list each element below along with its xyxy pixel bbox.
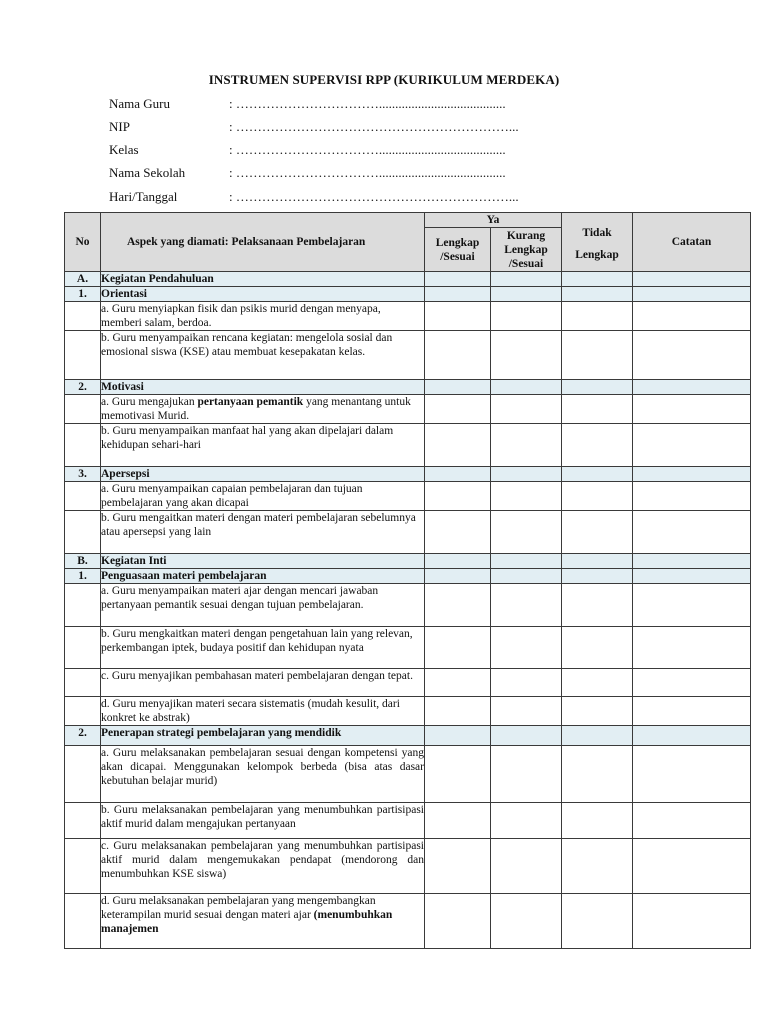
description-text	[101, 395, 424, 423]
description-text	[101, 380, 424, 394]
header-tidak-lengkap	[562, 213, 633, 272]
description-text-part: Penguasaan materi pembelajaran	[101, 570, 267, 582]
lengkap-sesuai-cell	[425, 554, 491, 569]
description-text	[101, 554, 424, 568]
row-number	[65, 302, 101, 331]
aspect-description	[101, 511, 425, 554]
description-text-part: a. Guru mengajukan	[101, 396, 195, 408]
description-text-part: Kegiatan Inti	[101, 555, 167, 567]
section-row	[65, 287, 751, 302]
item-row	[65, 482, 751, 511]
description-text-part: b. Guru mengaitkan materi dengan materi pembelajaran sebelumnya atau apersepsi yang lain	[101, 512, 416, 538]
aspect-description	[101, 697, 425, 726]
catatan-cell[interactable]	[633, 302, 751, 331]
row-number	[65, 331, 101, 380]
aspect-description	[101, 302, 425, 331]
lengkap-sesuai-cell[interactable]	[425, 627, 491, 669]
catatan-cell[interactable]	[633, 424, 751, 467]
field-label-hari-tanggal: Hari/Tanggal	[109, 189, 178, 204]
lengkap-sesuai-cell	[425, 569, 491, 584]
kurang-lengkap-cell[interactable]	[491, 482, 562, 511]
description-text	[101, 467, 424, 481]
catatan-cell[interactable]	[633, 627, 751, 669]
section-title	[101, 569, 425, 584]
kurang-lengkap-cell[interactable]	[491, 331, 562, 380]
kurang-lengkap-cell	[491, 287, 562, 302]
aspect-description	[101, 424, 425, 467]
description-text	[101, 272, 424, 286]
row-number: 1.	[65, 287, 101, 302]
row-number	[65, 482, 101, 511]
catatan-cell[interactable]	[633, 746, 751, 803]
description-text	[101, 697, 424, 725]
catatan-cell[interactable]	[633, 669, 751, 697]
section-row	[65, 272, 751, 287]
lengkap-sesuai-cell[interactable]	[425, 302, 491, 331]
description-text	[101, 839, 424, 881]
description-text	[101, 894, 424, 936]
tidak-lengkap-cell[interactable]	[562, 669, 633, 697]
tidak-lengkap-cell[interactable]	[562, 627, 633, 669]
description-text-part: a. Guru menyampaikan materi ajar dengan mencari jawaban pertanyaan pemantik sesuai dengan tujuan pembelajaran.	[101, 585, 379, 611]
row-number: 2.	[65, 726, 101, 746]
row-number	[65, 697, 101, 726]
catatan-cell[interactable]	[633, 331, 751, 380]
header-lengkap-sesuai: Lengkap /Sesuai	[425, 228, 491, 272]
row-number	[65, 894, 101, 949]
description-text-part: c. Guru menyajikan pembahasan materi pembelajaran dengan tepat.	[101, 670, 413, 682]
description-text	[101, 569, 424, 583]
catatan-cell[interactable]	[633, 482, 751, 511]
field-label-nama-sekolah: Nama Sekolah	[109, 165, 186, 180]
description-text-part: b. Guru menyampaikan rencana kegiatan: mengelola sosial dan emosional siswa (KSE) atau membuat kesepakatan kelas.	[101, 332, 393, 358]
tidak-lengkap-cell[interactable]	[562, 302, 633, 331]
tidak-lengkap-cell[interactable]	[562, 424, 633, 467]
lengkap-sesuai-cell[interactable]	[425, 511, 491, 554]
lengkap-sesuai-cell[interactable]	[425, 803, 491, 839]
description-text-part: Kegiatan Pendahuluan	[101, 273, 214, 285]
row-number	[65, 669, 101, 697]
tidak-lengkap-cell[interactable]	[562, 697, 633, 726]
kurang-lengkap-cell[interactable]	[491, 803, 562, 839]
description-text	[101, 511, 424, 539]
section-title	[101, 554, 425, 569]
item-row	[65, 669, 751, 697]
catatan-cell	[633, 380, 751, 395]
header-ya: Ya	[425, 213, 562, 228]
aspect-description	[101, 584, 425, 627]
kurang-lengkap-cell[interactable]	[491, 697, 562, 726]
header-tidak-line1: Tidak	[582, 227, 612, 239]
description-text-part: a. Guru melaksanakan pembelajaran sesuai dengan kompetensi yang akan dicapai. Menggunakan kelompok berbeda (bisa atas dasar kebutuhan belajar murid)	[101, 747, 424, 787]
tidak-lengkap-cell[interactable]	[562, 395, 633, 424]
item-row	[65, 697, 751, 726]
kurang-lengkap-cell[interactable]	[491, 839, 562, 894]
description-bold-part: pertanyaan pemantik	[197, 396, 304, 408]
description-text	[101, 746, 424, 788]
lengkap-sesuai-cell	[425, 380, 491, 395]
lengkap-sesuai-cell[interactable]	[425, 482, 491, 511]
item-row	[65, 584, 751, 627]
item-row	[65, 331, 751, 380]
tidak-lengkap-cell	[562, 272, 633, 287]
lengkap-sesuai-cell[interactable]	[425, 331, 491, 380]
catatan-cell	[633, 726, 751, 746]
kurang-lengkap-cell[interactable]	[491, 395, 562, 424]
description-text	[101, 726, 424, 740]
tidak-lengkap-cell	[562, 467, 633, 482]
tidak-lengkap-cell	[562, 554, 633, 569]
supervision-table	[64, 212, 751, 949]
tidak-lengkap-cell[interactable]	[562, 839, 633, 894]
description-text-part: Penerapan strategi pembelajaran yang mendidik	[101, 727, 342, 739]
description-text-part: Orientasi	[101, 288, 147, 300]
catatan-cell[interactable]	[633, 697, 751, 726]
lengkap-sesuai-cell	[425, 287, 491, 302]
row-number: 1.	[65, 569, 101, 584]
kurang-lengkap-cell[interactable]	[491, 746, 562, 803]
item-row	[65, 302, 751, 331]
row-number	[65, 627, 101, 669]
catatan-cell[interactable]	[633, 395, 751, 424]
header-kurang-lengkap-sesuai: Kurang Lengkap /Sesuai	[491, 228, 562, 272]
tidak-lengkap-cell[interactable]	[562, 584, 633, 627]
row-number	[65, 511, 101, 554]
tidak-lengkap-cell[interactable]	[562, 511, 633, 554]
tidak-lengkap-cell[interactable]	[562, 746, 633, 803]
section-row	[65, 726, 751, 746]
catatan-cell	[633, 467, 751, 482]
row-number	[65, 839, 101, 894]
description-text-part: a. Guru menyiapkan fisik dan psikis murid dengan menyapa, memberi salam, berdoa.	[101, 303, 381, 329]
catatan-cell[interactable]	[633, 894, 751, 949]
section-title	[101, 467, 425, 482]
kurang-lengkap-cell	[491, 569, 562, 584]
tidak-lengkap-cell[interactable]	[562, 482, 633, 511]
description-text	[101, 669, 424, 683]
item-row	[65, 395, 751, 424]
field-label-nama-guru: Nama Guru	[109, 96, 171, 111]
catatan-cell	[633, 272, 751, 287]
catatan-cell	[633, 287, 751, 302]
kurang-lengkap-cell[interactable]	[491, 302, 562, 331]
kurang-lengkap-cell[interactable]	[491, 511, 562, 554]
aspect-description	[101, 627, 425, 669]
description-text-part: c. Guru melaksanakan pembelajaran yang menumbuhkan partisipasi aktif murid dalam mengemukakan pendapat (mendorong dan menumbuhkan KSE siswa)	[101, 840, 424, 880]
field-value-kelas[interactable]: : …………………………….......................................	[229, 142, 506, 157]
lengkap-sesuai-cell[interactable]	[425, 669, 491, 697]
aspect-description	[101, 746, 425, 803]
description-text	[101, 584, 424, 612]
tidak-lengkap-cell	[562, 380, 633, 395]
section-title	[101, 726, 425, 746]
kurang-lengkap-cell	[491, 554, 562, 569]
section-title	[101, 380, 425, 395]
catatan-cell[interactable]	[633, 839, 751, 894]
section-row	[65, 380, 751, 395]
aspect-description	[101, 669, 425, 697]
document-title: INSTRUMEN SUPERVISI RPP (KURIKULUM MERDEKA)	[208, 72, 560, 87]
lengkap-sesuai-cell[interactable]	[425, 584, 491, 627]
kurang-lengkap-cell[interactable]	[491, 584, 562, 627]
description-text-part: yang menantang untuk memotivasi Murid.	[101, 396, 411, 422]
catatan-cell[interactable]	[633, 511, 751, 554]
description-text-part: d. Guru melaksanakan pembelajaran yang mengembangkan keterampilan murid sesuai dengan materi ajar	[101, 895, 376, 921]
tidak-lengkap-cell[interactable]	[562, 803, 633, 839]
item-row	[65, 839, 751, 894]
aspect-description	[101, 331, 425, 380]
item-row	[65, 511, 751, 554]
tidak-lengkap-cell[interactable]	[562, 894, 633, 949]
description-text-part: d. Guru menyajikan materi secara sistematis (mudah kesulit, dari konkret ke abstrak)	[101, 698, 400, 724]
section-title	[101, 272, 425, 287]
aspect-description	[101, 803, 425, 839]
tidak-lengkap-cell[interactable]	[562, 331, 633, 380]
description-text	[101, 424, 424, 452]
catatan-cell[interactable]	[633, 803, 751, 839]
item-row	[65, 803, 751, 839]
item-row	[65, 746, 751, 803]
tidak-lengkap-cell	[562, 569, 633, 584]
lengkap-sesuai-cell[interactable]	[425, 746, 491, 803]
lengkap-sesuai-cell[interactable]	[425, 395, 491, 424]
kurang-lengkap-cell	[491, 380, 562, 395]
tidak-lengkap-cell	[562, 287, 633, 302]
field-value-nama-guru[interactable]: : …………………………….......................................	[229, 96, 506, 111]
aspect-description	[101, 894, 425, 949]
catatan-cell[interactable]	[633, 584, 751, 627]
kurang-lengkap-cell[interactable]	[491, 669, 562, 697]
header-aspect: Aspek yang diamati: Pelaksanaan Pembelajaran	[101, 213, 425, 272]
item-row	[65, 627, 751, 669]
row-number: 3.	[65, 467, 101, 482]
tidak-lengkap-cell	[562, 726, 633, 746]
item-row	[65, 894, 751, 949]
lengkap-sesuai-cell[interactable]	[425, 839, 491, 894]
row-number: B.	[65, 554, 101, 569]
header-tidak-line2: Lengkap	[575, 249, 619, 261]
description-text-part: a. Guru menyampaikan capaian pembelajaran dan tujuan pembelajaran yang akan dicapai	[101, 483, 363, 509]
lengkap-sesuai-cell	[425, 726, 491, 746]
field-label-nip: NIP	[109, 119, 130, 134]
description-text-part: Motivasi	[101, 381, 144, 393]
header-catatan: Catatan	[633, 213, 751, 272]
aspect-description	[101, 839, 425, 894]
table-body	[65, 272, 751, 949]
row-number	[65, 746, 101, 803]
catatan-cell	[633, 569, 751, 584]
row-number: A.	[65, 272, 101, 287]
description-text-part: b. Guru melaksanakan pembelajaran yang menumbuhkan partisipasi aktif murid dalam mengajukan pertanyaan	[101, 804, 424, 830]
section-row	[65, 467, 751, 482]
lengkap-sesuai-cell[interactable]	[425, 894, 491, 949]
section-row	[65, 569, 751, 584]
kurang-lengkap-cell[interactable]	[491, 894, 562, 949]
description-text	[101, 803, 424, 831]
kurang-lengkap-cell[interactable]	[491, 424, 562, 467]
description-text-part: b. Guru menyampaikan manfaat hal yang akan dipelajari dalam kehidupan sehari-hari	[101, 425, 394, 451]
description-text	[101, 627, 424, 655]
section-row	[65, 554, 751, 569]
row-number	[65, 803, 101, 839]
lengkap-sesuai-cell	[425, 467, 491, 482]
section-title	[101, 287, 425, 302]
description-text	[101, 331, 424, 359]
field-value-nip[interactable]: : ………………………………………………………...	[229, 119, 519, 134]
aspect-description	[101, 482, 425, 511]
lengkap-sesuai-cell[interactable]	[425, 424, 491, 467]
header-no: No	[65, 213, 101, 272]
field-value-nama-sekolah[interactable]: : …………………………….......................................	[229, 165, 506, 180]
kurang-lengkap-cell	[491, 726, 562, 746]
lengkap-sesuai-cell	[425, 272, 491, 287]
row-number	[65, 424, 101, 467]
catatan-cell	[633, 554, 751, 569]
description-text	[101, 302, 424, 330]
lengkap-sesuai-cell[interactable]	[425, 697, 491, 726]
kurang-lengkap-cell	[491, 467, 562, 482]
kurang-lengkap-cell[interactable]	[491, 627, 562, 669]
description-bold-part: (menumbuhkan manajemen	[101, 909, 393, 935]
description-text	[101, 482, 424, 510]
item-row	[65, 424, 751, 467]
field-label-kelas: Kelas	[109, 142, 139, 157]
row-number: 2.	[65, 380, 101, 395]
row-number	[65, 395, 101, 424]
description-text-part: b. Guru mengkaitkan materi dengan pengetahuan lain yang relevan, perkembangan iptek, budaya positif dan kehidupan nyata	[101, 628, 413, 654]
field-value-hari-tanggal[interactable]: : ………………………………………………………...	[229, 189, 519, 204]
description-text-part: Apersepsi	[101, 468, 150, 480]
description-text	[101, 287, 424, 301]
aspect-description	[101, 395, 425, 424]
kurang-lengkap-cell	[491, 272, 562, 287]
row-number	[65, 584, 101, 627]
